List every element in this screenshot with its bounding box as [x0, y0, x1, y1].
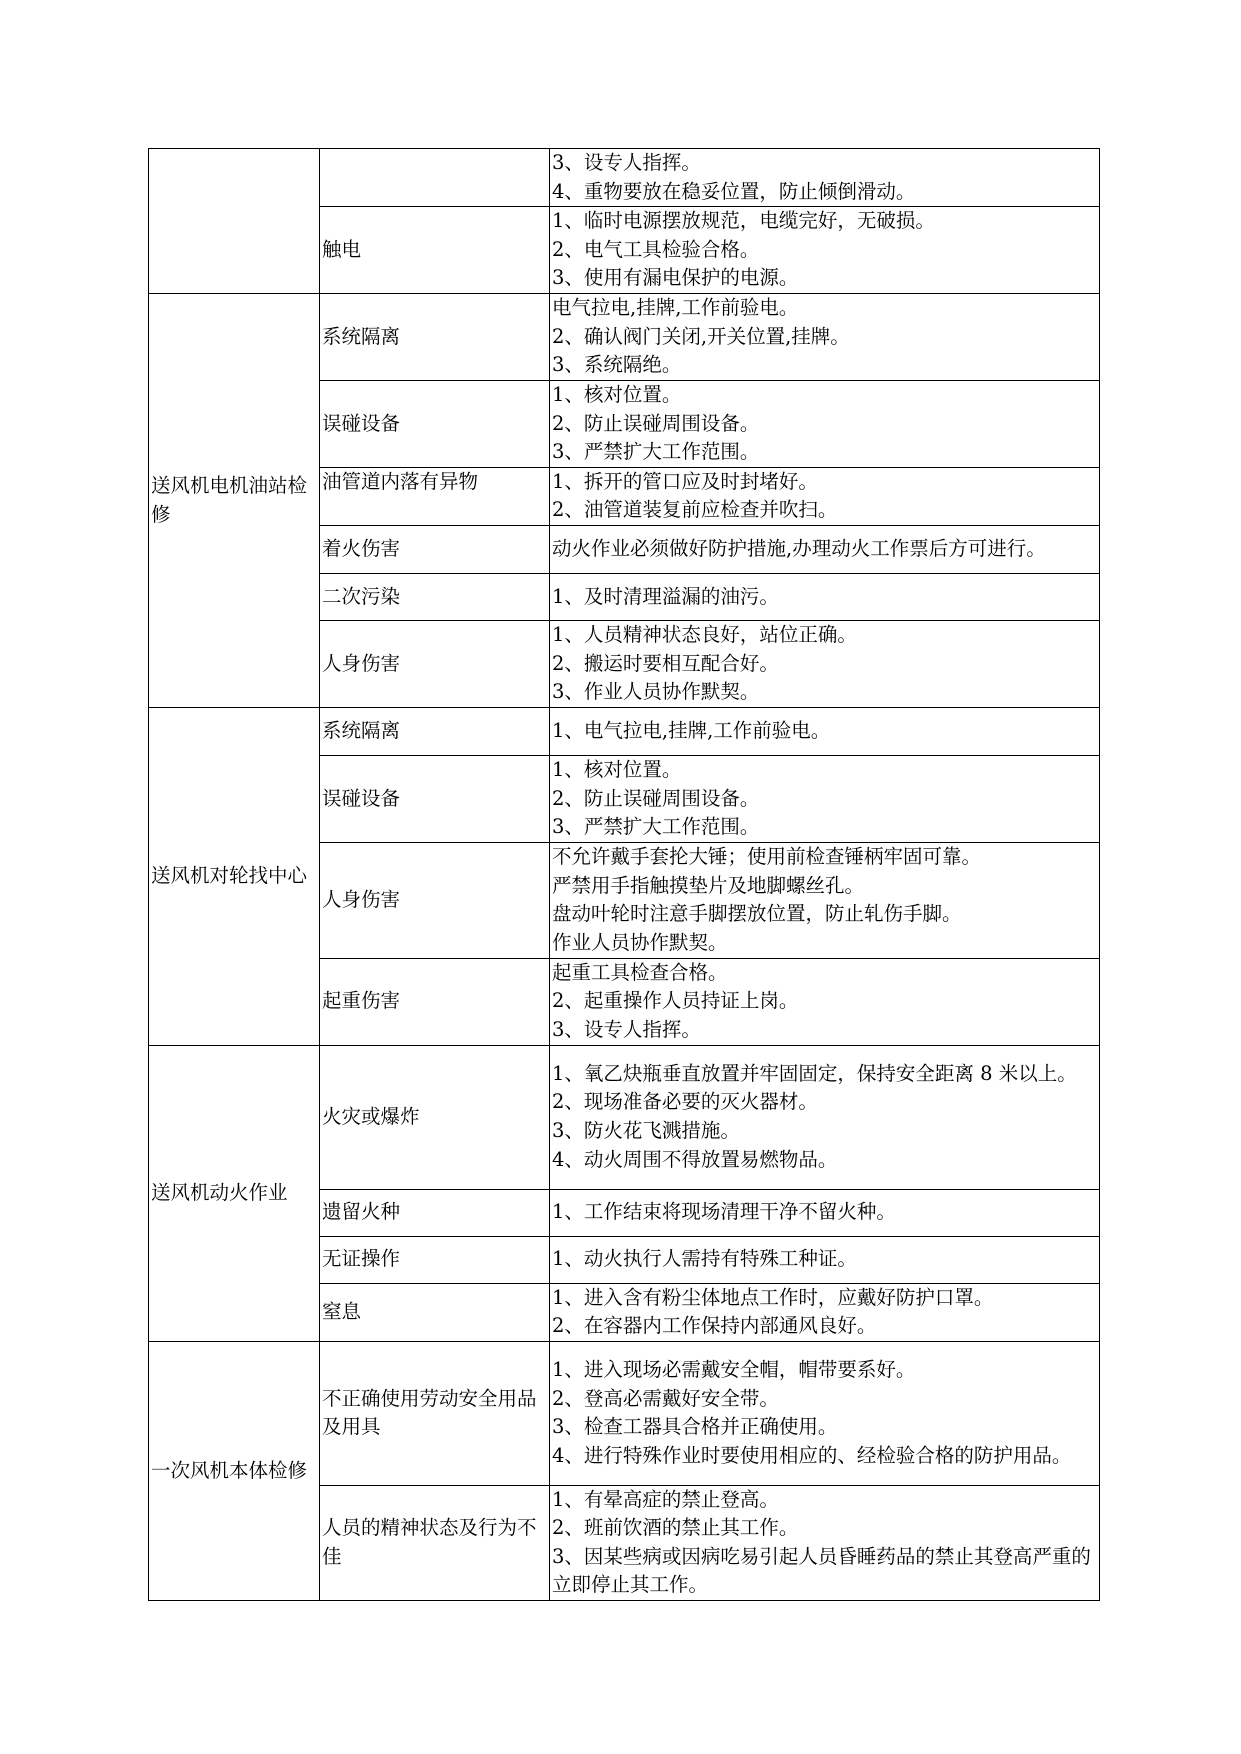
hazard-cell: 无证操作 [320, 1236, 550, 1283]
measures-cell [550, 842, 1100, 958]
measure-line: 3、设专人指挥。 [552, 151, 701, 174]
measure-line: 作业人员协作默契。 [552, 930, 728, 954]
measure-line: 2、起重操作人员持证上岗。 [552, 989, 799, 1013]
measure-line: 1、人员精神状态良好，站位正确。 [552, 623, 857, 647]
table-row [149, 149, 1100, 207]
hazard-cell: 油管道内落有异物 [320, 467, 550, 525]
measure-line: 3、设专人指挥。 [552, 1017, 701, 1041]
task-cell [149, 149, 320, 294]
measures-cell [550, 1341, 1100, 1485]
table-row [149, 1045, 1100, 1189]
measures-cell [550, 149, 1100, 207]
measure-line: 电气拉电,挂牌,工作前验电。 [552, 296, 799, 320]
hazard-cell: 系统隔离 [320, 707, 550, 755]
measures-cell [550, 380, 1100, 467]
hazard-cell: 不正确使用劳动安全用品及用具 [320, 1341, 550, 1485]
measure-line: 2、电气工具检验合格。 [552, 237, 760, 261]
task-cell: 一次风机本体检修 [149, 1341, 320, 1600]
measures-cell [550, 1283, 1100, 1341]
task-cell: 送风机对轮找中心 [149, 707, 320, 1045]
measure-line: 3、检查工器具合格并正确使用。 [552, 1415, 838, 1439]
measure-line: 3、严禁扩大工作范围。 [552, 815, 760, 839]
task-cell: 送风机动火作业 [149, 1045, 320, 1341]
hazard-cell: 触电 [320, 207, 550, 294]
hazard-cell: 人身伤害 [320, 620, 550, 707]
measures-cell [550, 525, 1100, 573]
measure-line: 1、核对位置。 [552, 382, 682, 406]
measure-line: 2、登高必需戴好安全带。 [552, 1386, 779, 1410]
measures-cell [550, 1236, 1100, 1283]
measure-line: 起重工具检查合格。 [552, 960, 728, 984]
measure-line: 1、有晕高症的禁止登高。 [552, 1487, 779, 1511]
measure-line: 2、防止误碰周围设备。 [552, 411, 760, 435]
measures-cell [550, 1189, 1100, 1236]
measure-line: 3、系统隔绝。 [552, 353, 682, 377]
hazard-cell [320, 149, 550, 207]
measure-line: 2、现场准备必要的灭火器材。 [552, 1090, 818, 1114]
hazard-cell: 遗留火种 [320, 1189, 550, 1236]
measures-cell [550, 573, 1100, 620]
measure-line: 3、因某些病或因病吃易引起人员昏睡药品的禁止其登高严重的立即停止其工作。 [552, 1544, 1091, 1597]
measures-cell [550, 707, 1100, 755]
measures-cell [550, 755, 1100, 842]
measure-line: 1、工作结束将现场清理干净不留火种。 [552, 1200, 896, 1224]
measure-line: 1、氧乙炔瓶垂直放置并牢固固定，保持安全距离 8 米以上。 [552, 1061, 1077, 1085]
table-row [149, 294, 1100, 381]
measure-line: 1、进入现场必需戴安全帽，帽带要系好。 [552, 1358, 916, 1381]
hazard-cell: 人员的精神状态及行为不佳 [320, 1485, 550, 1600]
hazard-cell: 起重伤害 [320, 958, 550, 1045]
hazard-cell: 误碰设备 [320, 380, 550, 467]
measures-cell [550, 620, 1100, 707]
measure-line: 1、临时电源摆放规范，电缆完好，无破损。 [552, 209, 935, 233]
measure-line: 1、核对位置。 [552, 757, 682, 781]
hazard-cell: 误碰设备 [320, 755, 550, 842]
measures-cell [550, 467, 1100, 525]
task-cell: 送风机电机油站检修 [149, 294, 320, 708]
measures-cell [550, 1485, 1100, 1600]
measure-line: 3、防火花飞溅措施。 [552, 1119, 740, 1142]
table-row [149, 1341, 1100, 1485]
table-row [149, 707, 1100, 755]
hazard-cell: 二次污染 [320, 573, 550, 620]
measure-line: 1、及时清理溢漏的油污。 [552, 584, 779, 608]
measure-line: 严禁用手指触摸垫片及地脚螺丝孔。 [552, 873, 865, 897]
measure-line: 4、动火周围不得放置易燃物品。 [552, 1147, 838, 1171]
measure-line: 2、确认阀门关闭,开关位置,挂牌。 [552, 324, 850, 348]
measure-line: 3、使用有漏电保护的电源。 [552, 266, 799, 290]
measure-line: 2、在容器内工作保持内部通风良好。 [552, 1314, 877, 1338]
hazard-cell: 着火伤害 [320, 525, 550, 573]
measure-line: 动火作业必须做好防护措施,办理动火工作票后方可进行。 [552, 537, 1046, 561]
measure-line: 1、拆开的管口应及时封堵好。 [552, 469, 818, 493]
hazard-cell: 系统隔离 [320, 294, 550, 381]
measure-line: 1、进入含有粉尘体地点工作时，应戴好防护口罩。 [552, 1285, 994, 1309]
measure-line: 1、动火执行人需持有特殊工种证。 [552, 1247, 857, 1271]
measure-line: 1、电气拉电,挂牌,工作前验电。 [552, 719, 831, 743]
measure-line: 4、重物要放在稳妥位置，防止倾倒滑动。 [552, 179, 916, 203]
measure-line: 3、作业人员协作默契。 [552, 680, 760, 704]
measures-cell [550, 958, 1100, 1045]
measures-cell [550, 1045, 1100, 1189]
hazard-cell: 火灾或爆炸 [320, 1045, 550, 1189]
measure-line: 3、严禁扩大工作范围。 [552, 440, 760, 464]
measure-line: 2、防止误碰周围设备。 [552, 786, 760, 810]
measures-cell [550, 294, 1100, 381]
measure-line: 盘动叶轮时注意手脚摆放位置，防止轧伤手脚。 [552, 902, 962, 926]
measure-line: 不允许戴手套抡大锤；使用前检查锤柄牢固可靠。 [552, 845, 982, 869]
measure-line: 4、进行特殊作业时要使用相应的、经检验合格的防护用品。 [552, 1443, 1072, 1467]
hazard-cell: 窒息 [320, 1283, 550, 1341]
measures-cell [550, 207, 1100, 294]
measure-line: 2、班前饮酒的禁止其工作。 [552, 1516, 799, 1540]
hazard-cell: 人身伤害 [320, 842, 550, 958]
measure-line: 2、油管道装复前应检查并吹扫。 [552, 498, 838, 522]
safety-measures-table [148, 148, 1100, 1601]
measure-line: 2、搬运时要相互配合好。 [552, 651, 779, 675]
